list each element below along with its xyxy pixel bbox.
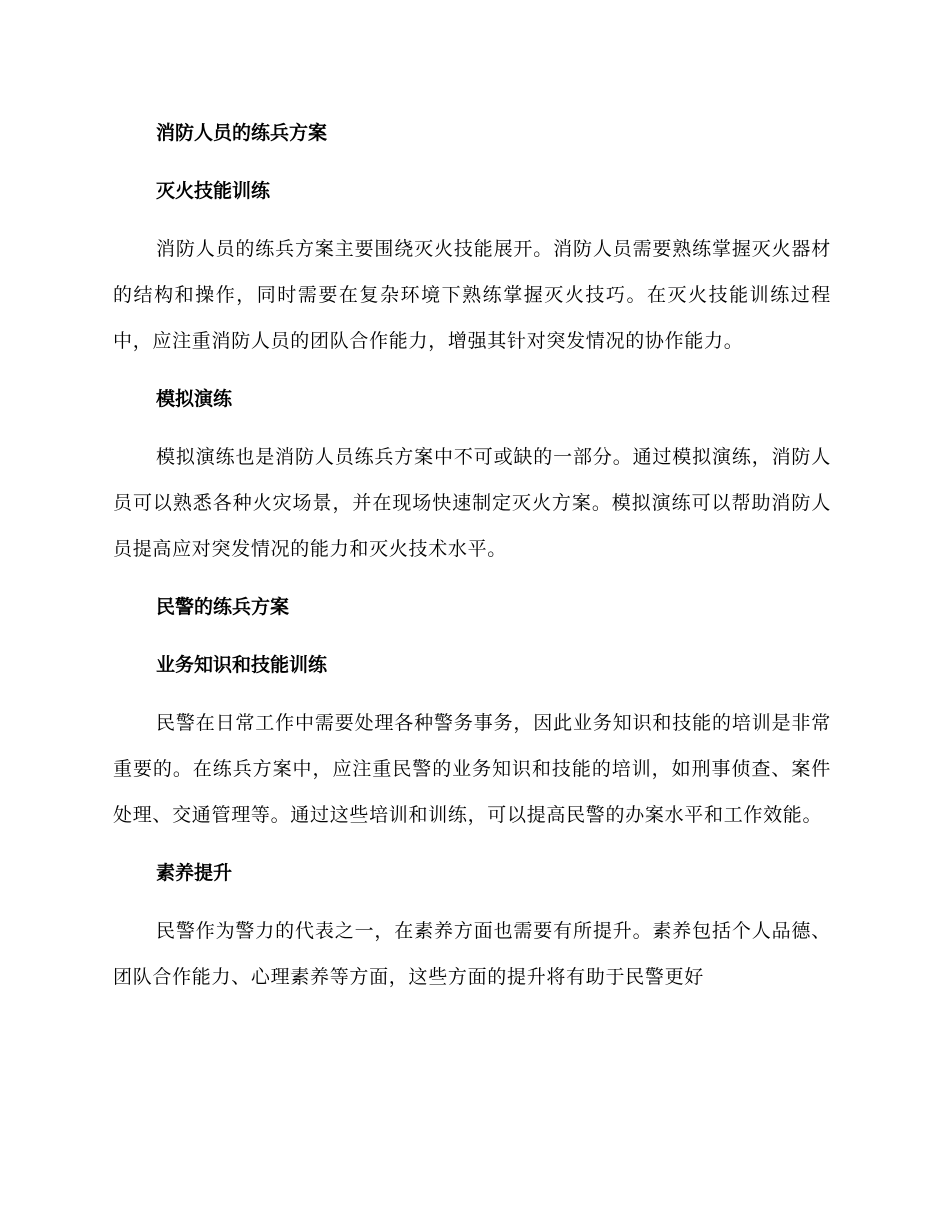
subheading-professional-training: 业务知识和技能训练	[156, 654, 328, 676]
document-page	[113, 110, 831, 1012]
subheading-simulation-drills: 模拟演练	[156, 388, 233, 410]
subheading-quality-improvement: 素养提升	[156, 862, 233, 884]
subheading-firefighting-skills: 灭火技能训练	[156, 180, 271, 202]
paragraph-firefighting-skills: 消防人员的练兵方案主要围绕灭火技能展开。消防人员需要熟练掌握灭火器材的结构和操作，同时需要在复杂环境下熟练掌握灭火技巧。在灭火技能训练过程中，应注重消防人员的团队合作能力，增强其针对突发情况的协作能力。	[113, 238, 831, 352]
section-heading-firefighter-plan: 消防人员的练兵方案	[156, 122, 328, 144]
paragraph-professional-training: 民警在日常工作中需要处理各种警务事务，因此业务知识和技能的培训是非常重要的。在练兵方案中，应注重民警的业务知识和技能的培训，如刑事侦查、案件处理、交通管理等。通过这些培训和训练，可以提高民警的办案水平和工作效能。	[113, 712, 831, 826]
paragraph-simulation-drills: 模拟演练也是消防人员练兵方案中不可或缺的一部分。通过模拟演练，消防人员可以熟悉各种火灾场景，并在现场快速制定灭火方案。模拟演练可以帮助消防人员提高应对突发情况的能力和灭火技术水平。	[113, 446, 831, 560]
section-heading-police-plan: 民警的练兵方案	[156, 596, 290, 618]
paragraph-quality-improvement: 民警作为警力的代表之一，在素养方面也需要有所提升。素养包括个人品德、团队合作能力、心理素养等方面，这些方面的提升将有助于民警更好	[113, 920, 831, 988]
